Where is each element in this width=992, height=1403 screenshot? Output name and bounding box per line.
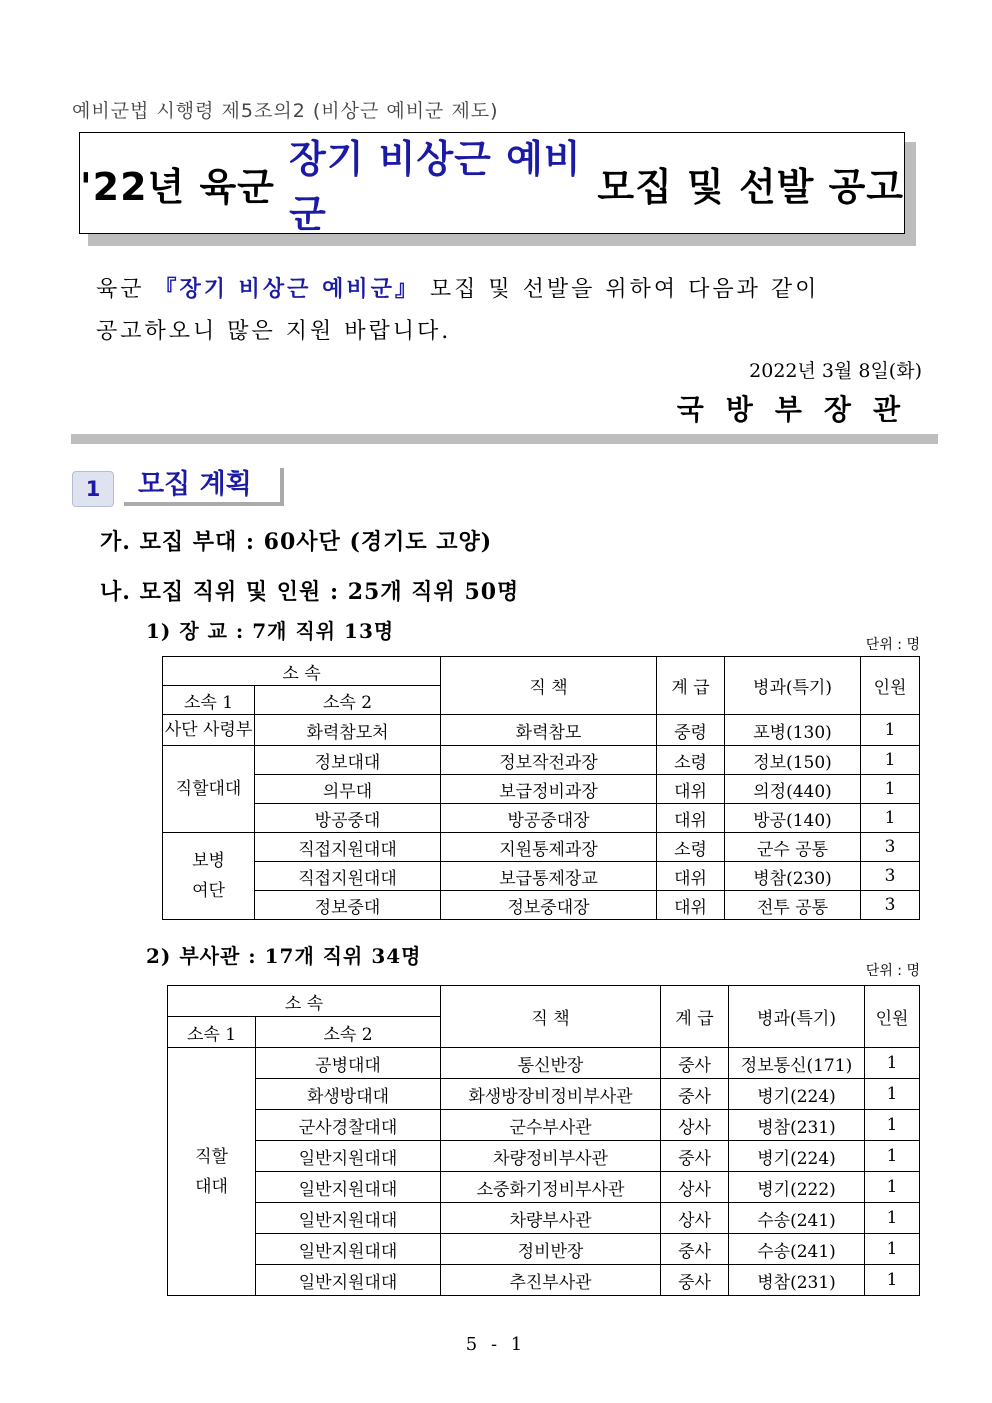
table-row [163, 862, 920, 891]
unit-label-nco: 단위 : 명 [865, 963, 920, 979]
cell-duty: 화력참모 [441, 715, 657, 746]
header-count: 인원 [861, 657, 920, 715]
unit-label-officer: 단위 : 명 [865, 637, 920, 653]
subitem-nco: 2) 부사관 : 17개 직위 34명 [146, 944, 422, 968]
table-row [163, 715, 920, 746]
cell-unit1: 사단 사령부 [163, 715, 255, 746]
cell-duty: 화생방장비정비부사관 [441, 1079, 661, 1110]
cell-branch: 정보통신(171) [729, 1048, 865, 1079]
page-title [79, 132, 905, 234]
officer-table [162, 656, 920, 920]
cell-rank: 소령 [657, 746, 725, 775]
cell-count: 1 [865, 1110, 920, 1141]
cell-unit2: 일반지원대대 [256, 1234, 441, 1265]
cell-unit2: 화생방대대 [256, 1079, 441, 1110]
title-part2: 모집 및 선발 공고 [583, 164, 904, 209]
page-number: 5 - 1 [465, 1334, 527, 1355]
cell-branch: 병기(224) [729, 1079, 865, 1110]
table-row [163, 804, 920, 833]
nco-table [167, 985, 920, 1296]
cell-rank: 중사 [661, 1141, 729, 1172]
intro-quote: 『장기 비상근 예비군』 [154, 276, 420, 302]
table-row [163, 775, 920, 804]
cell-duty: 보급통제장교 [441, 862, 657, 891]
table-row [163, 746, 920, 775]
table-row [168, 1110, 920, 1141]
cell-count: 1 [865, 1048, 920, 1079]
cell-unit2: 공병대대 [256, 1048, 441, 1079]
header-row [168, 986, 920, 1017]
cell-unit2: 군사경찰대대 [256, 1110, 441, 1141]
cell-duty: 소중화기정비부사관 [441, 1172, 661, 1203]
cell-duty: 정보작전과장 [441, 746, 657, 775]
cell-rank: 중사 [661, 1265, 729, 1296]
legal-basis: 예비군법 시행령 제5조의2 (비상근 예비군 제도) [72, 100, 499, 122]
header-affiliation: 소 속 [168, 986, 441, 1017]
table-row [163, 891, 920, 920]
item-ga: 가. 모집 부대 : 60사단 (경기도 고양) [100, 529, 493, 555]
intro-line2: 공고하오니 많은 지원 바랍니다. [96, 319, 452, 344]
issuer: 국방부장관 [676, 393, 922, 426]
title-part1: '22년 육군 [80, 164, 290, 209]
cell-branch: 의정(440) [725, 775, 861, 804]
header-affiliation1: 소속 1 [163, 686, 255, 715]
cell-branch: 포병(130) [725, 715, 861, 746]
cell-unit2: 직접지원대대 [255, 862, 441, 891]
subitem-officer: 1) 장 교 : 7개 직위 13명 [146, 619, 395, 643]
cell-branch: 병기(224) [729, 1141, 865, 1172]
cell-duty: 지원통제과장 [441, 833, 657, 862]
cell-count: 1 [861, 804, 920, 833]
cell-rank: 상사 [661, 1203, 729, 1234]
cell-branch: 수송(241) [729, 1203, 865, 1234]
table-row [168, 1203, 920, 1234]
cell-count: 1 [865, 1203, 920, 1234]
header-row [163, 657, 920, 686]
header-rank: 계 급 [657, 657, 725, 715]
cell-rank: 대위 [657, 891, 725, 920]
title-highlight: 장기 비상근 예비군 [289, 137, 582, 236]
item-na: 나. 모집 직위 및 인원 : 25개 직위 50명 [100, 579, 520, 605]
cell-duty: 차량부사관 [441, 1203, 661, 1234]
cell-count: 1 [865, 1172, 920, 1203]
cell-unit2: 직접지원대대 [255, 833, 441, 862]
header-rank: 계 급 [661, 986, 729, 1048]
cell-rank: 소령 [657, 833, 725, 862]
cell-branch: 전투 공통 [725, 891, 861, 920]
cell-unit2: 방공중대 [255, 804, 441, 833]
cell-rank: 상사 [661, 1110, 729, 1141]
header-duty: 직 책 [441, 657, 657, 715]
cell-branch: 병참(230) [725, 862, 861, 891]
cell-unit2: 의무대 [255, 775, 441, 804]
cell-rank: 상사 [661, 1172, 729, 1203]
cell-branch: 방공(140) [725, 804, 861, 833]
cell-rank: 중사 [661, 1048, 729, 1079]
cell-unit2: 일반지원대대 [256, 1141, 441, 1172]
cell-count: 1 [865, 1141, 920, 1172]
cell-duty: 추진부사관 [441, 1265, 661, 1296]
cell-duty: 통신반장 [441, 1048, 661, 1079]
table-row [168, 1141, 920, 1172]
header-duty: 직 책 [441, 986, 661, 1048]
cell-unit2: 화력참모처 [255, 715, 441, 746]
cell-count: 1 [861, 746, 920, 775]
cell-duty: 정비반장 [441, 1234, 661, 1265]
cell-rank: 중사 [661, 1234, 729, 1265]
cell-count: 3 [861, 891, 920, 920]
cell-branch: 수송(241) [729, 1234, 865, 1265]
cell-rank: 중령 [657, 715, 725, 746]
cell-unit1: 직할대대 [163, 746, 255, 833]
cell-rank: 대위 [657, 862, 725, 891]
table-row [168, 1079, 920, 1110]
cell-branch: 정보(150) [725, 746, 861, 775]
cell-branch: 병참(231) [729, 1110, 865, 1141]
section-title: 모집 계획 [124, 468, 284, 506]
table-row [168, 1265, 920, 1296]
cell-rank: 대위 [657, 775, 725, 804]
cell-count: 1 [865, 1079, 920, 1110]
divider [71, 434, 938, 444]
cell-branch: 병기(222) [729, 1172, 865, 1203]
cell-count: 1 [861, 715, 920, 746]
cell-duty: 보급정비과장 [441, 775, 657, 804]
header-affiliation2: 소속 2 [255, 686, 441, 715]
cell-unit2: 일반지원대대 [256, 1172, 441, 1203]
header-affiliation: 소 속 [163, 657, 441, 686]
header-branch: 병과(특기) [725, 657, 861, 715]
cell-rank: 대위 [657, 804, 725, 833]
cell-unit2: 일반지원대대 [256, 1265, 441, 1296]
header-branch: 병과(특기) [729, 986, 865, 1048]
cell-count: 1 [865, 1265, 920, 1296]
cell-count: 3 [861, 833, 920, 862]
cell-branch: 군수 공통 [725, 833, 861, 862]
header-affiliation1: 소속 1 [168, 1017, 256, 1048]
cell-branch: 병참(231) [729, 1265, 865, 1296]
intro-line1-end: 모집 및 선발을 위하여 다음과 같이 [419, 277, 820, 302]
cell-rank: 중사 [661, 1079, 729, 1110]
cell-duty: 방공중대장 [441, 804, 657, 833]
cell-count: 3 [861, 862, 920, 891]
header-count: 인원 [865, 986, 920, 1048]
cell-duty: 차량정비부사관 [441, 1141, 661, 1172]
table-row [163, 833, 920, 862]
intro-line1-start: 육군 [96, 277, 155, 302]
cell-unit2: 정보대대 [255, 746, 441, 775]
header-affiliation2: 소속 2 [256, 1017, 441, 1048]
cell-unit1: 보병 여단 [163, 833, 255, 920]
cell-duty: 정보중대장 [441, 891, 657, 920]
section-number: 1 [72, 471, 114, 507]
cell-count: 1 [861, 775, 920, 804]
table-row [168, 1048, 920, 1079]
cell-unit1: 직할 대대 [168, 1048, 256, 1296]
cell-unit2: 정보중대 [255, 891, 441, 920]
announcement-date: 2022년 3월 8일(화) [749, 360, 922, 382]
cell-count: 1 [865, 1234, 920, 1265]
table-row [168, 1172, 920, 1203]
intro-line1 [96, 272, 819, 303]
table-row [168, 1234, 920, 1265]
cell-duty: 군수부사관 [441, 1110, 661, 1141]
cell-unit2: 일반지원대대 [256, 1203, 441, 1234]
